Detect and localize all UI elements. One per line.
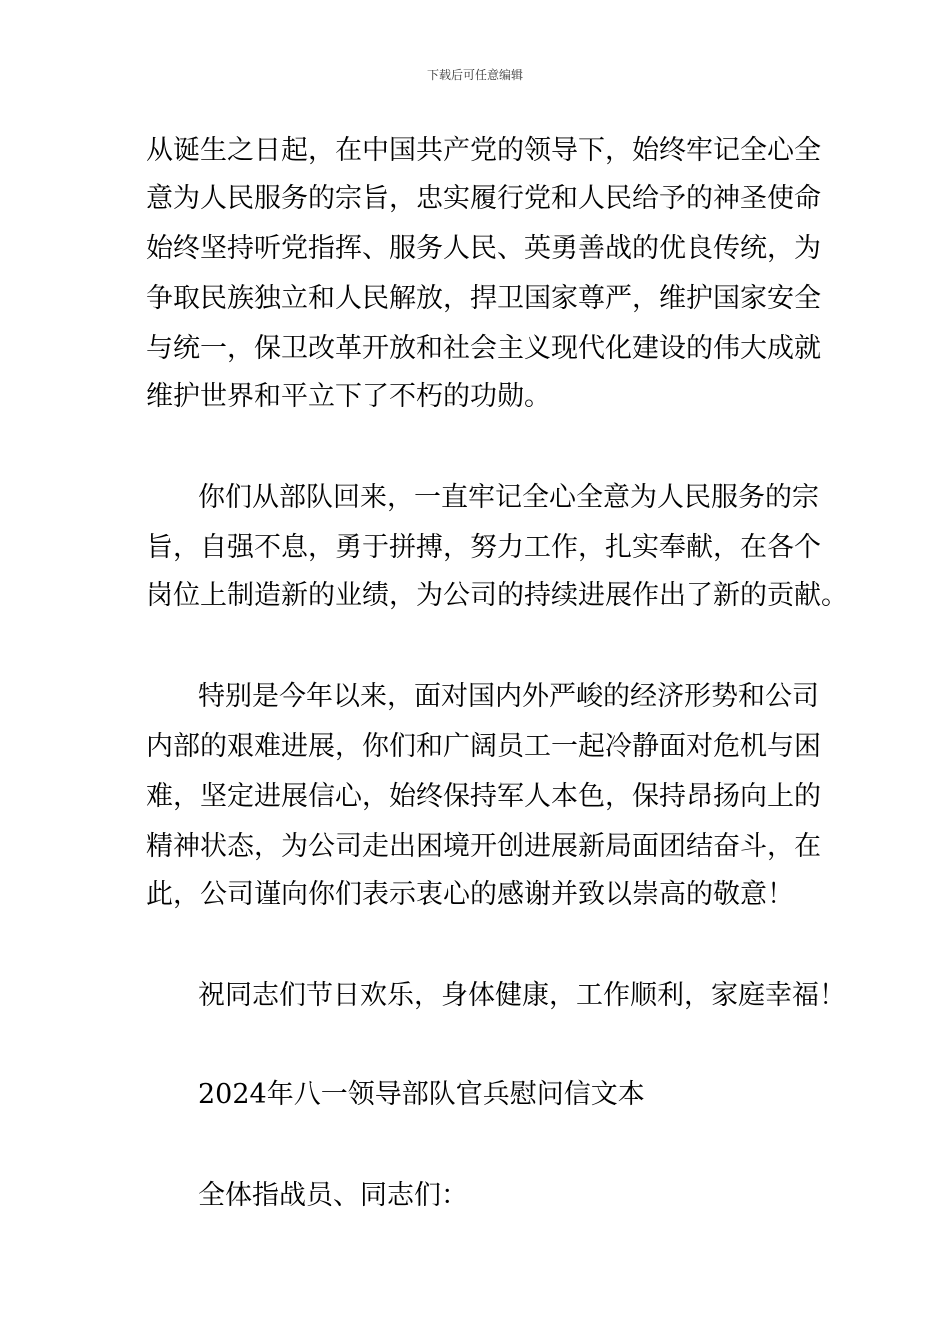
p1-line-1: 从诞生之日起，在中国共产党的领导下，始终牢记全心全: [146, 135, 821, 166]
page-header: 下载后可任意编辑: [426, 68, 523, 82]
p3-line-4: 精神状态，为公司走出困境开创进展新局面团结奋斗，在: [146, 831, 821, 862]
p1-line-6: 维护世界和平立下了不朽的功勋。: [146, 381, 551, 412]
p1-line-3: 始终坚持听党指挥、服务人民、英勇善战的优良传统，为: [146, 233, 821, 264]
p2-line-3: 岗位上制造新的业绩，为公司的持续进展作出了新的贡献。: [146, 580, 848, 611]
salutation-line: 全体指战员、同志们：: [198, 1180, 468, 1211]
p3-line-1: 特别是今年以来，面对国内外严峻的经济形势和公司: [198, 681, 819, 712]
p3-line-5: 此，公司谨向你们表示衷心的感谢并致以崇高的敬意！: [146, 879, 794, 910]
p3-line-3: 难，坚定进展信心，始终保持军人本色，保持昂扬向上的: [146, 781, 821, 812]
p1-line-4: 争取民族独立和人民解放，捍卫国家尊严，维护国家安全: [146, 283, 821, 314]
p1-line-2: 意为人民服务的宗旨，忠实履行党和人民给予的神圣使命: [146, 183, 821, 214]
p2-line-1: 你们从部队回来，一直牢记全心全意为人民服务的宗: [198, 482, 819, 513]
p1-line-5: 与统一，保卫改革开放和社会主义现代化建设的伟大成就: [146, 333, 821, 364]
p4-line-1: 祝同志们节日欢乐，身体健康，工作顺利，家庭幸福！: [198, 980, 846, 1011]
p2-line-2: 旨，自强不息，勇于拼搏，努力工作，扎实奉献，在各个: [146, 532, 821, 563]
p3-line-2: 内部的艰难进展，你们和广阔员工一起冷静面对危机与困: [146, 731, 821, 762]
document-title-line: 2024年八一领导部队官兵慰问信文本: [198, 1079, 645, 1110]
